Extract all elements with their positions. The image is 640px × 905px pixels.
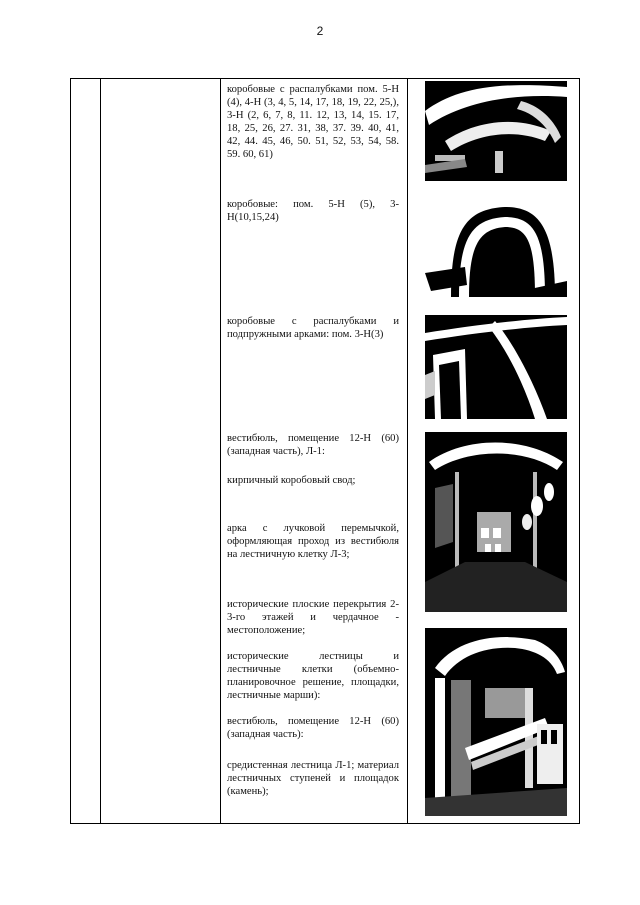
photo-vault-lunettes bbox=[425, 81, 567, 181]
photo-arched-vault bbox=[425, 315, 567, 419]
entry-historic-stairs: исторические лестницы и лестничные клетки (объемно-планировочное решение, площадки, лестничные марши): bbox=[227, 651, 399, 701]
entry-brick-vault: кирпичный коробовый свод; bbox=[227, 475, 356, 486]
entry-vaults-with-arches: коробовые с распалубками и подпружными арками: пом. 3-Н(3) bbox=[227, 316, 399, 340]
description-column bbox=[227, 79, 399, 823]
photo-box-vault bbox=[425, 201, 567, 297]
column-divider-1 bbox=[100, 79, 101, 823]
entry-vestibule-west: вестибюль, помещение 12-Н (60) (западная часть): bbox=[227, 716, 399, 740]
entry-stair-l1: средистенная лестница Л-1; материал лестничных ступеней и площадок (камень); bbox=[227, 760, 399, 797]
entry-vaults-with-lunettes: коробовые с распалубками пом. 5-Н (4), 4-Н (3, 4, 5, 14, 17, 18, 19, 22, 25,), 3-Н (2, 6, 7, 8, 11. 12, 13, 14, 15. 17, 18, 25, 26, 27. 31, 38, 37. 39. 40, 41, 42, 44. 45, 46, 50. 51, 52, 53, 54, 58. 59. 60, 61) bbox=[227, 84, 399, 160]
photo-stair-hall bbox=[425, 628, 567, 816]
entry-box-vaults: коробовые: пом. 5-Н (5), 3-Н(10,15,24) bbox=[227, 199, 399, 223]
column-divider-3 bbox=[407, 79, 408, 823]
photo-vestibule-corridor bbox=[425, 432, 567, 612]
entry-arch-passage: арка с лучковой перемычкой, оформляющая проход из вестибюля на лестничную клетку Л-3; bbox=[227, 523, 399, 560]
entry-vestibule-header: вестибюль, помещение 12-Н (60) (западная часть), Л-1: bbox=[227, 433, 399, 457]
column-divider-2 bbox=[220, 79, 221, 823]
entry-historic-floors: исторические плоские перекрытия 2-3-го этажей и чердачное - местоположение; bbox=[227, 599, 399, 636]
heritage-table bbox=[70, 78, 580, 824]
page-number: 2 bbox=[316, 24, 324, 38]
